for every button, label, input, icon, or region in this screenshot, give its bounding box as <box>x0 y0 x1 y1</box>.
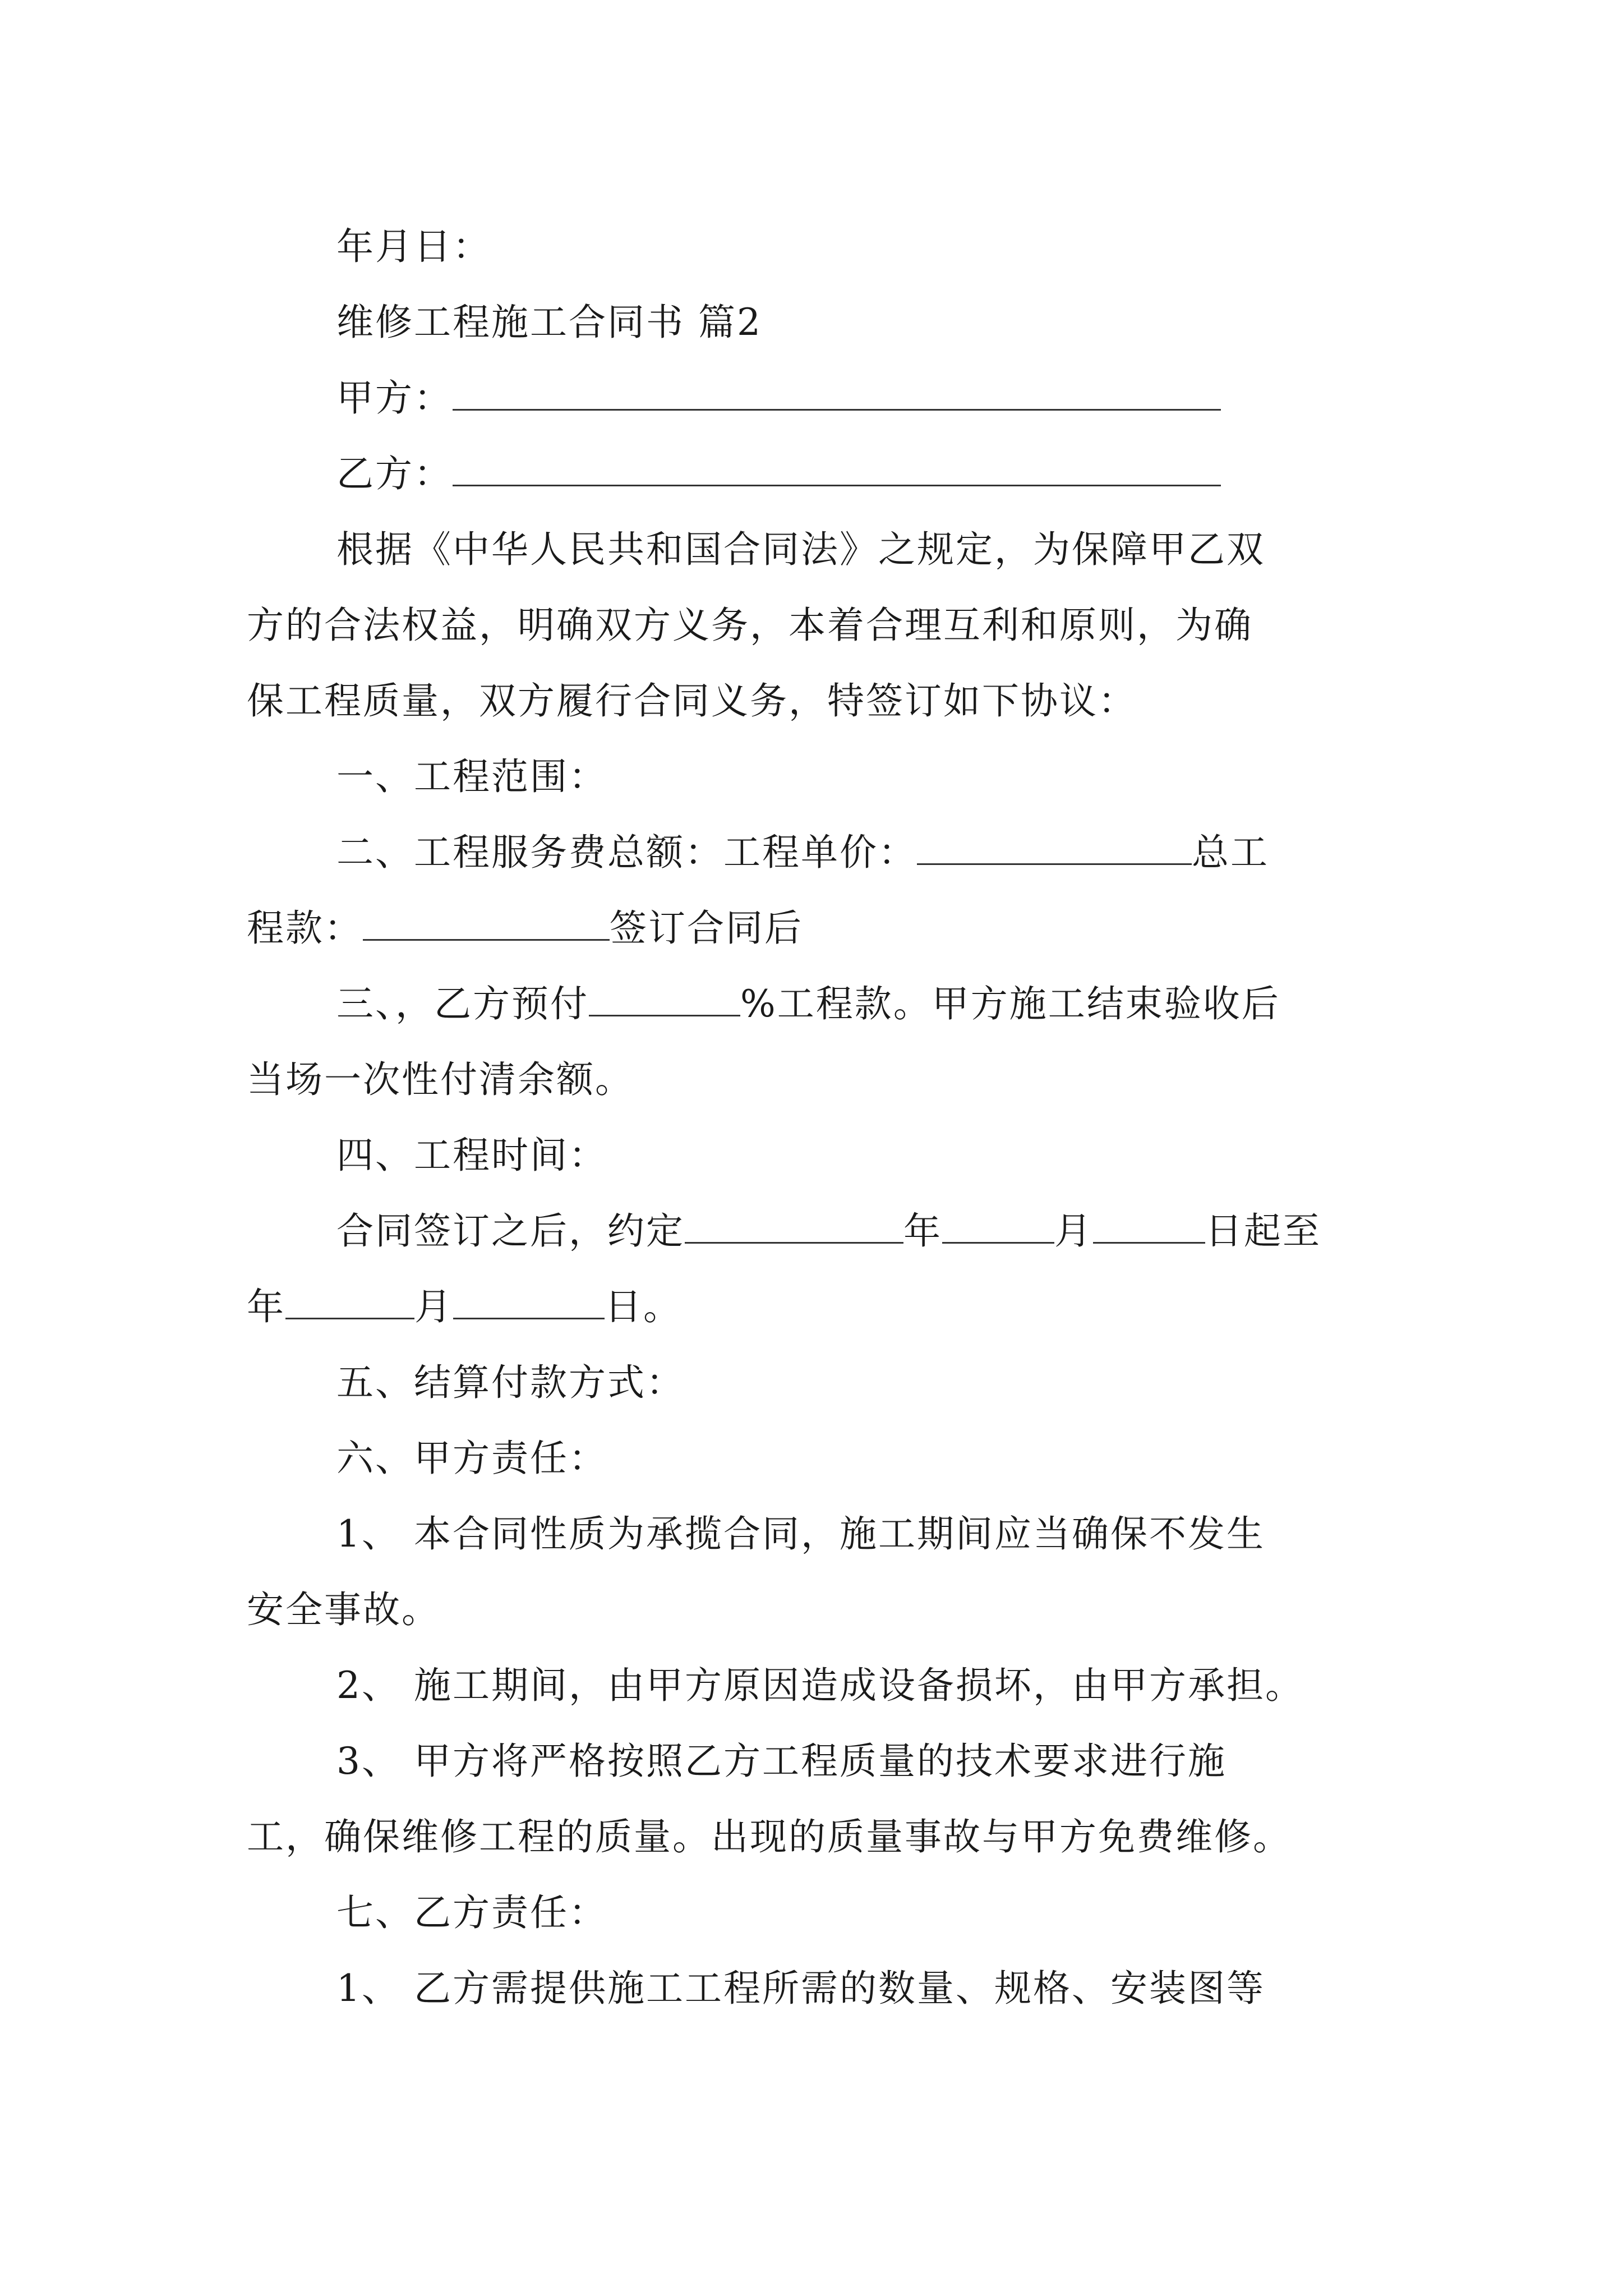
prepay-percent-blank <box>589 986 740 1016</box>
total-amount-blank <box>363 910 610 941</box>
section-4: 四、工程时间： <box>336 1134 607 1177</box>
section-7-item-1-line-1: 1、 乙方需提供施工工程所需的数量、规格、安装图等 <box>336 1967 1265 2010</box>
section-3-line-2: 当场一次性付清余额。 <box>247 1058 634 1101</box>
start-month-label: 月 <box>1054 1209 1093 1253</box>
start-year-label: 年 <box>903 1209 942 1253</box>
section-2-text-a: 二、工程服务费总额：工程单价： <box>336 831 917 874</box>
party-a-label: 甲方： <box>336 376 453 420</box>
end-day-label: 日。 <box>605 1285 682 1328</box>
intro-line-3: 保工程质量，双方履行合同义务，特签订如下协议： <box>247 679 1137 723</box>
section-7: 七、乙方责任： <box>336 1891 607 1934</box>
end-month-label: 月 <box>414 1285 453 1328</box>
start-month-blank <box>942 1213 1054 1244</box>
party-a-blank <box>453 380 1221 411</box>
section-2-text-b: 总工 <box>1192 831 1269 874</box>
section-2-text-d: 签订合同后 <box>610 907 803 950</box>
party-b-label: 乙方： <box>336 452 453 495</box>
end-month-blank <box>285 1289 414 1319</box>
section-6-item-1-line-1: 1、 本合同性质为承揽合同，施工期间应当确保不发生 <box>336 1512 1265 1556</box>
section-6-item-1-line-2: 安全事故。 <box>247 1588 440 1631</box>
section-2-text-c: 程款： <box>247 907 363 950</box>
section-6-item-3-line-2: 工，确保维修工程的质量。出现的质量事故与甲方免费维修。 <box>247 1815 1292 1858</box>
intro-line-2: 方的合法权益，明确双方义务，本着合理互利和原则，为确 <box>247 604 1253 647</box>
start-day-blank <box>1093 1213 1205 1244</box>
section-4-text-a: 合同签订之后，约定 <box>336 1209 685 1253</box>
section-6: 六、甲方责任： <box>336 1437 607 1480</box>
document-heading: 维修工程施工合同书 篇2 <box>336 301 762 344</box>
party-b-line <box>247 452 1391 496</box>
date-line: 年月日： <box>336 225 491 268</box>
party-a-line <box>247 376 1391 421</box>
section-3-text-b: %工程款。甲方施工结束验收后 <box>740 982 1280 1025</box>
section-5: 五、结算付款方式： <box>336 1361 685 1404</box>
party-b-blank <box>453 455 1221 486</box>
section-3-text-a: 三、，乙方预付 <box>336 982 589 1025</box>
section-2-line-1 <box>247 830 1391 875</box>
section-4-line-2 <box>247 1285 1391 1329</box>
section-1: 一、工程范围： <box>336 755 607 798</box>
end-day-blank <box>453 1289 605 1319</box>
section-4-line-1 <box>247 1209 1391 1254</box>
start-year-blank <box>685 1213 903 1244</box>
end-year-label: 年 <box>247 1285 285 1328</box>
section-6-item-3-line-1: 3、 甲方将严格按照乙方工程质量的技术要求进行施 <box>336 1740 1227 1783</box>
section-4-text-b: 日起至 <box>1205 1209 1321 1253</box>
section-3-line-1 <box>247 982 1391 1027</box>
unit-price-blank <box>917 834 1192 865</box>
section-2-line-2 <box>247 906 1391 951</box>
section-6-item-2: 2、 施工期间，由甲方原因造成设备损坏，由甲方承担。 <box>336 1664 1304 1707</box>
intro-line-1: 根据《中华人民共和国合同法》之规定，为保障甲乙双 <box>336 528 1265 571</box>
